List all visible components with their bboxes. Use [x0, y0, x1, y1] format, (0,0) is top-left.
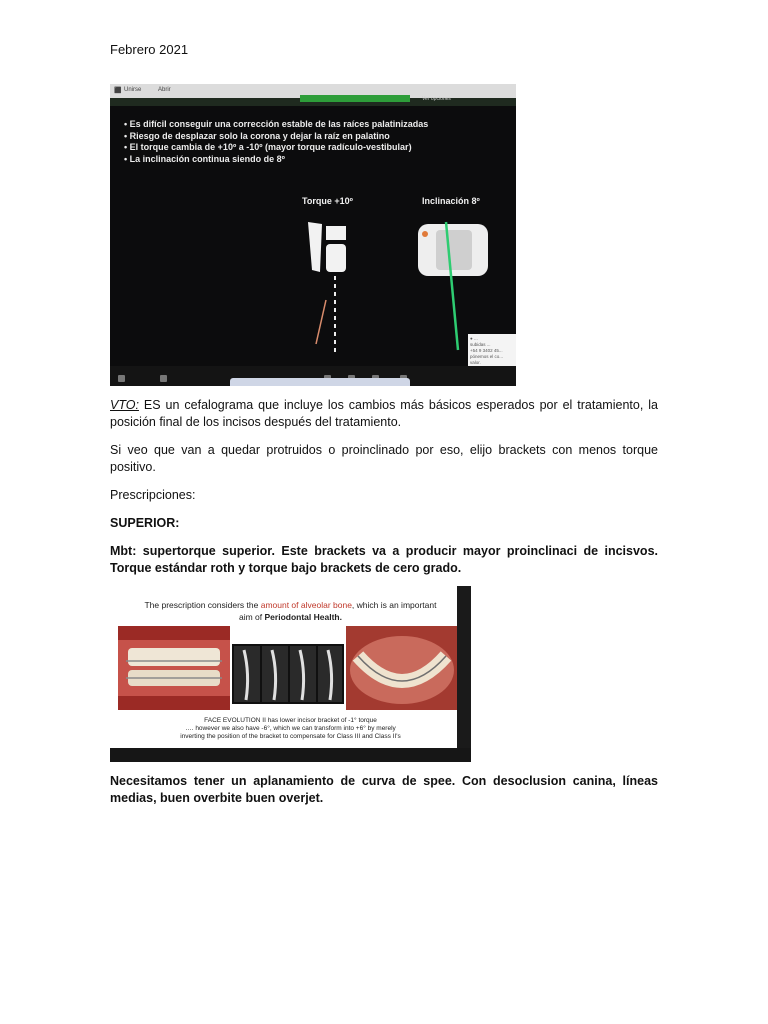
intraoral-photo-right [346, 626, 458, 710]
slide-bottom-bar [110, 748, 471, 762]
caption-line: FACE EVOLUTION II has lower incisor bracket of -1° torque [204, 717, 377, 724]
slide-title-part: , which is an important [351, 600, 437, 610]
document-date: Febrero 2021 [110, 42, 189, 57]
chat-line: valor. [470, 360, 481, 365]
video-call-screenshot [110, 84, 516, 386]
upper-heading: SUPERIOR: [110, 516, 180, 530]
torque-label: Torque +10º [302, 196, 353, 206]
slide-bullet: • El torque cambia de +10º a -10º (mayor torque radículo-vestibular) [124, 142, 464, 154]
menu-item-abrir: Abrir [158, 87, 171, 93]
chat-line: pónemos el co... [470, 354, 504, 359]
slide-bullet: • La inclinación continua siendo de 8º [124, 154, 464, 166]
slide-title-part: The prescription considers the [144, 600, 261, 610]
menu-item-unirse: Unirse [124, 87, 142, 93]
vto-text: ES un cefalograma que incluye los cambios más básicos esperados por el tratamiento, la posición final de los incisos después del tratamiento. [110, 398, 658, 429]
inclination-label: Inclinación 8º [422, 196, 480, 206]
camera-icon [160, 375, 167, 382]
chat-line: +54 9 3402 45... [470, 348, 503, 353]
caption-line: …. however we also have -6°, which we can transform into +6° by merely [185, 725, 396, 732]
chat-line: subidas ... [470, 342, 491, 347]
sharing-banner [300, 95, 410, 102]
vto-label: VTO: [110, 398, 139, 412]
view-options-button: Ver opciones [422, 96, 451, 102]
slide-bullet: • Es difícil conseguir una corrección estable de las raíces palatinizadas [124, 119, 464, 131]
slide-title-part: aim of [239, 612, 265, 622]
slide-title-highlight: amount of alveolar bone [260, 600, 352, 610]
protruded-paragraph: Si veo que van a quedar protruidos o proinclinado por eso, elijo brackets con menos torque positivo. [110, 443, 658, 474]
slide-bullet-list [124, 119, 464, 165]
final-paragraph: Necesitamos tener un aplanamiento de curva de spee. Con desoclusion canina, líneas medias, buen overbite buen overjet. [110, 774, 658, 805]
slide-caption [110, 717, 471, 741]
prescriptions-heading: Prescripciones: [110, 488, 196, 502]
torque-bracket-illustration [290, 212, 370, 352]
presentation-taskbar [230, 378, 410, 386]
slide-bullet: • Riesgo de desplazar solo la corona y dejar la raíz en palatino [124, 131, 464, 143]
vto-paragraph [110, 397, 658, 431]
inclination-bracket-illustration [412, 212, 502, 352]
mic-icon [118, 375, 125, 382]
mbt-paragraph: Mbt: supertorque superior. Este brackets va a producir mayor proinclinaci de incisvos. Torque estándar roth y torque bajo brackets de cero grado. [110, 544, 658, 575]
slide-edge [457, 586, 471, 762]
chat-icon: ● ... [470, 336, 478, 341]
prescription-slide-screenshot [110, 586, 471, 762]
intraoral-photo-left [118, 626, 230, 710]
app-icon: ⬛ [114, 88, 122, 94]
caption-line: inverting the position of the bracket to compensate for Class III and Class II's [180, 733, 401, 740]
slide-title-bold: Periodontal Health. [264, 612, 342, 622]
cbct-scans [232, 644, 344, 704]
slide-title [110, 599, 471, 623]
